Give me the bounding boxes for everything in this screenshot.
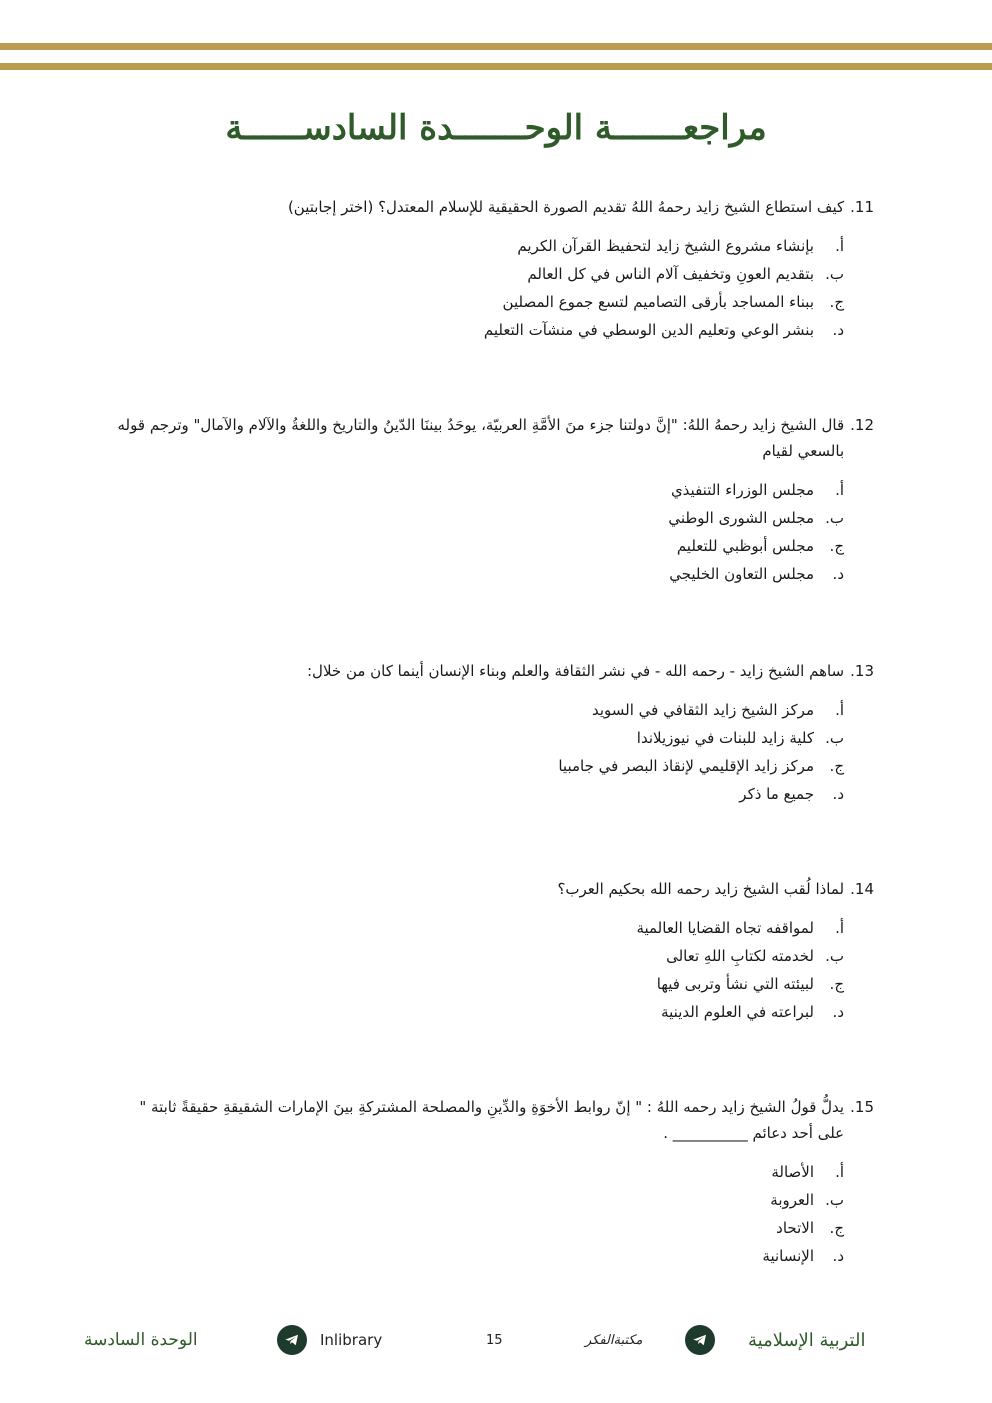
option-label: أ. (835, 481, 844, 499)
option-label: ج. (829, 293, 844, 311)
option-text: مركز زايد الإقليمي لإنقاذ البصر في جامبيا (558, 757, 814, 775)
option-label: د. (832, 1247, 844, 1265)
option-label: أ. (835, 237, 844, 255)
footer-unit-name: الوحدة السادسة (84, 1330, 198, 1350)
option-a[interactable] (114, 696, 844, 724)
option-label: ب. (825, 729, 844, 747)
option-b[interactable] (114, 942, 844, 970)
option-text: بإنشاء مشروع الشيخ زايد لتحفيظ القرآن الكريم (517, 237, 814, 255)
footer-subject-name: التربية الإسلامية (748, 1329, 866, 1351)
option-text: الإنسانية (762, 1247, 814, 1265)
top-gold-rule-second (0, 63, 992, 70)
question-text: قال الشيخ زايد رحمهُ اللهُ: "إنَّ دولتنا جزء منَ الأمَّةِ العربيّة، يوحَدُ بيننَا الدّينُ والتاريخ واللغةُ والآلام والآمال" وترجم قوله بالسعي لقيام (117, 416, 845, 460)
option-c[interactable] (114, 752, 844, 780)
option-text: مركز الشيخ زايد الثقافي في السويد (591, 701, 814, 719)
option-label: ج. (829, 975, 844, 993)
option-a[interactable] (114, 1158, 844, 1186)
option-text: لخدمته لكتابِ اللهِ تعالى (666, 947, 814, 965)
question-number: 13. (850, 662, 874, 680)
telegram-icon (277, 1325, 307, 1355)
option-label: ج. (829, 757, 844, 775)
option-text: جميع ما ذكر (739, 785, 814, 803)
question-number: 15. (850, 1098, 874, 1116)
option-label: ب. (825, 947, 844, 965)
option-label: د. (832, 321, 844, 339)
option-d[interactable] (114, 1242, 844, 1270)
option-d[interactable] (114, 560, 844, 588)
option-b[interactable] (114, 260, 844, 288)
option-d[interactable] (114, 780, 844, 808)
options-list (114, 232, 844, 344)
option-a[interactable] (114, 914, 844, 942)
option-label: أ. (835, 701, 844, 719)
option-text: الاتحاد (776, 1219, 814, 1237)
options-list (114, 1158, 844, 1270)
option-c[interactable] (114, 1214, 844, 1242)
option-c[interactable] (114, 532, 844, 560)
option-label: ج. (829, 1219, 844, 1237)
option-label: ب. (825, 265, 844, 283)
options-list (114, 696, 844, 808)
option-label: أ. (835, 919, 844, 937)
option-text: لبيئته التي نشأ وتربى فيها (656, 975, 814, 993)
options-list (114, 914, 844, 1026)
option-label: د. (832, 785, 844, 803)
option-text: بتقديم العونِ وتخفيف آلام الناس في كل العالم (527, 265, 814, 283)
option-label: د. (832, 1003, 844, 1021)
option-text: مجلس التعاون الخليجي (669, 565, 814, 583)
option-text: ببناء المساجد بأرقى التصاميم لتسع جموع المصلين (502, 293, 814, 311)
options-list (114, 476, 844, 588)
option-c[interactable] (114, 970, 844, 998)
question-15 (114, 1094, 874, 1270)
footer-maktaba-logo: مكتبةالفكر (585, 1332, 643, 1348)
option-label: ب. (825, 509, 844, 527)
question-13 (114, 658, 874, 808)
option-text: الأصالة (771, 1163, 814, 1181)
question-number: 11. (850, 198, 874, 216)
top-gold-rule (0, 43, 992, 50)
question-number: 12. (850, 416, 874, 434)
option-label: أ. (835, 1163, 844, 1181)
option-text: مجلس أبوظبي للتعليم (676, 537, 814, 555)
option-label: ب. (825, 1191, 844, 1209)
footer-telegram-link-left[interactable] (277, 1323, 307, 1357)
question-text: لماذا لُقب الشيخ زايد رحمه الله بحكيم العرب؟ (557, 880, 845, 898)
option-c[interactable] (114, 288, 844, 316)
footer-library-handle[interactable]: Inlibrary (320, 1331, 383, 1349)
option-d[interactable] (114, 316, 844, 344)
footer-telegram-link-right[interactable] (685, 1323, 715, 1357)
option-text: لمواقفه تجاه القضايا العالمية (636, 919, 814, 937)
option-a[interactable] (114, 232, 844, 260)
question-text: كيف استطاع الشيخ زايد رحمهُ اللهُ تقديم الصورة الحقيقية للإسلام المعتدل؟ (اختر إجابتين) (287, 198, 845, 216)
option-a[interactable] (114, 476, 844, 504)
option-d[interactable] (114, 998, 844, 1026)
question-number: 14. (850, 880, 874, 898)
page-number: 15 (486, 1332, 503, 1348)
option-text: العروبة (770, 1191, 814, 1209)
option-text: كلية زايد للبنات في نيوزيلاندا (636, 729, 814, 747)
option-text: لبراعته في العلوم الدينية (661, 1003, 814, 1021)
option-text: بنشر الوعي وتعليم الدين الوسطي في منشآت التعليم (483, 321, 814, 339)
question-text: ساهم الشيخ زايد - رحمه الله - في نشر الثقافة والعلم وبناء الإنسان أينما كان من خلال: (307, 662, 845, 680)
question-11 (114, 194, 874, 344)
option-b[interactable] (114, 504, 844, 532)
question-text: يدلُّ قولُ الشيخ زايد رحمه اللهُ : " إنّ روابط الأخوَةِ والدِّينِ والمصلحة المشتركةِ بينَ الإمارات الشقيقةِ حقيقةً ثابتة " على أحد دعائم __________ . (139, 1098, 845, 1142)
question-14 (114, 876, 874, 1026)
telegram-icon (685, 1325, 715, 1355)
page-title: مراجعـــــــة الوحـــــــدة السادســــــة (225, 108, 767, 148)
option-label: د. (832, 565, 844, 583)
option-label: ج. (829, 537, 844, 555)
question-12 (114, 412, 874, 588)
option-text: مجلس الشورى الوطني (668, 509, 814, 527)
option-text: مجلس الوزراء التنفيذي (670, 481, 814, 499)
option-b[interactable] (114, 724, 844, 752)
option-b[interactable] (114, 1186, 844, 1214)
